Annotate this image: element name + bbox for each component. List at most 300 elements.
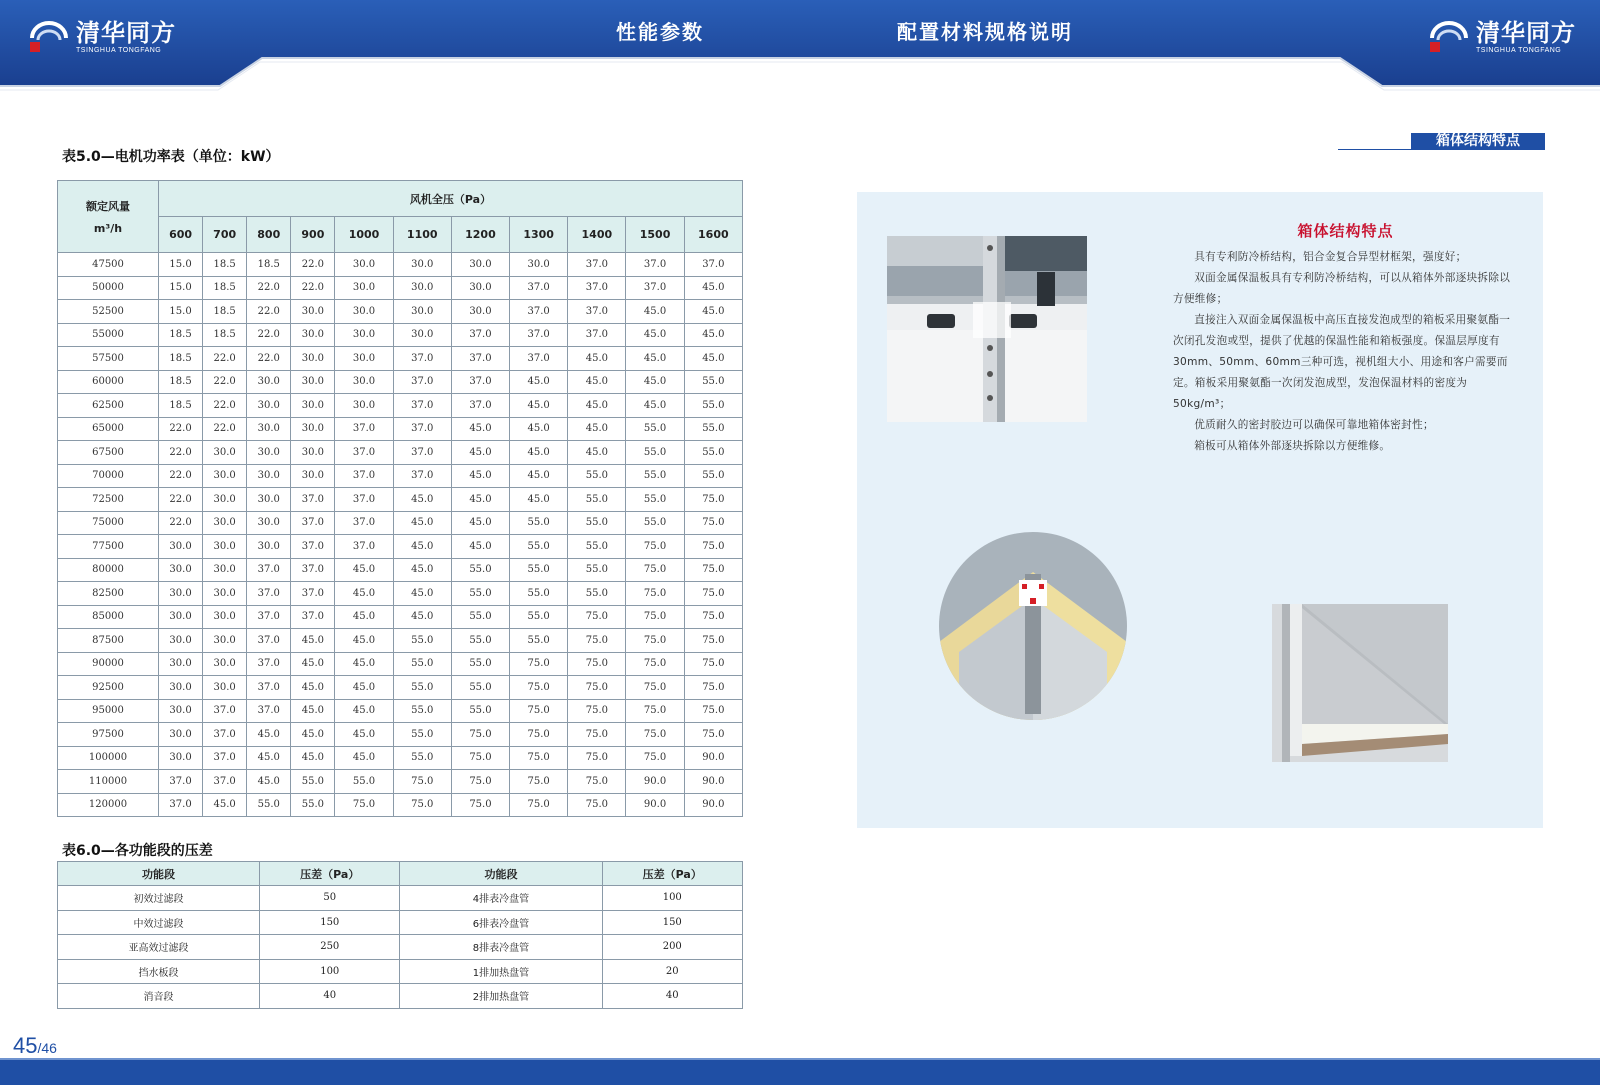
power-value-cell: 30.0 [335,323,393,347]
flow-value-cell: 72500 [58,488,159,512]
power-value-cell: 45.0 [291,723,335,747]
flow-value-cell: 90000 [58,652,159,676]
pressure-column-header: 600 [159,217,203,253]
power-value-cell: 37.0 [291,488,335,512]
section-tag-label: 箱体结构特点 [1411,133,1545,150]
flow-value-cell: 60000 [58,370,159,394]
pressure-difference-table [57,861,743,1009]
flow-value-cell: 120000 [58,793,159,817]
power-value-cell: 30.0 [203,676,247,700]
flow-value-cell: 85000 [58,605,159,629]
power-value-cell: 45.0 [335,723,393,747]
power-value-cell: 30.0 [291,441,335,465]
power-value-cell: 30.0 [159,676,203,700]
table-row [58,746,743,770]
power-value-cell: 37.0 [393,370,451,394]
power-value-cell: 30.0 [247,511,291,535]
power-value-cell: 75.0 [568,652,626,676]
power-value-cell: 30.0 [203,582,247,606]
power-value-cell: 30.0 [159,605,203,629]
power-value-cell: 55.0 [451,582,509,606]
power-value-cell: 45.0 [335,699,393,723]
pressure-value-cell: 40 [260,984,400,1009]
power-value-cell: 45.0 [335,652,393,676]
power-value-cell: 30.0 [247,464,291,488]
power-value-cell: 30.0 [159,652,203,676]
power-value-cell: 75.0 [684,605,742,629]
section-name-cell: 亚高效过滤段 [58,935,260,960]
logo-text-en: TSINGHUA TONGFANG [76,46,162,54]
page-number [13,1033,57,1059]
logo-text-cn: 清华同方 [1476,18,1576,47]
flow-value-cell: 52500 [58,300,159,324]
power-value-cell: 55.0 [568,535,626,559]
feature-paragraph: 直接注入双面金属保温板中高压直接发泡成型的箱板采用聚氨酯一次闭孔发泡或型，提供了优越的保温性能和箱板强度。保温层厚度有30mm、50mm、60mm三种可选，视机组大小、用途和客户需要而定。箱板采用聚氨酯一次闭发泡成型，发泡保温材料的密度为50kg/m³； [1173,314,1511,410]
power-value-cell: 75.0 [684,652,742,676]
power-value-cell: 30.0 [203,464,247,488]
flow-value-cell: 70000 [58,464,159,488]
pressure-column-header: 1600 [684,217,742,253]
section-name-cell: 初效过滤段 [58,886,260,911]
power-value-cell: 22.0 [247,347,291,371]
power-value-cell: 75.0 [684,511,742,535]
power-value-cell: 55.0 [568,488,626,512]
pressure-value-cell: 200 [602,935,743,960]
pressure-value-cell: 40 [602,984,743,1009]
section-name-cell: 消音段 [58,984,260,1009]
power-value-cell: 55.0 [684,370,742,394]
table-row [58,488,743,512]
power-value-cell: 18.5 [203,323,247,347]
power-value-cell: 55.0 [568,558,626,582]
power-value-cell: 30.0 [291,370,335,394]
pressure-value-cell: 150 [602,910,743,935]
logo-mark-icon [1428,18,1472,56]
power-value-cell: 37.0 [247,652,291,676]
power-value-cell: 37.0 [451,370,509,394]
power-value-cell: 37.0 [626,253,684,277]
flow-header [58,181,159,253]
power-value-cell: 75.0 [568,676,626,700]
pressure-value-cell: 20 [602,959,743,984]
power-value-cell: 45.0 [247,746,291,770]
power-value-cell: 55.0 [510,629,568,653]
pressure-column-header: 700 [203,217,247,253]
power-value-cell: 37.0 [159,770,203,794]
section-name-cell: 中效过滤段 [58,910,260,935]
table-row [58,793,743,817]
table-row [58,558,743,582]
power-value-cell: 37.0 [393,464,451,488]
power-value-cell: 45.0 [626,370,684,394]
power-value-cell: 75.0 [626,676,684,700]
table-row [58,323,743,347]
power-value-cell: 45.0 [291,629,335,653]
power-value-cell: 55.0 [510,511,568,535]
table-row [58,723,743,747]
power-value-cell: 30.0 [203,652,247,676]
table-row [58,935,743,960]
power-value-cell: 30.0 [247,417,291,441]
table-row [58,886,743,911]
logo-mark-icon [28,18,72,56]
power-value-cell: 37.0 [247,629,291,653]
feature-paragraph: 具有专利防冷桥结构，铝合金复合异型材框架，强度好； [1194,251,1467,263]
table-row [58,699,743,723]
power-value-cell: 22.0 [159,441,203,465]
pressure-column-header: 800 [247,217,291,253]
power-value-cell: 75.0 [335,793,393,817]
power-value-cell: 30.0 [393,300,451,324]
power-value-cell: 22.0 [203,417,247,441]
flow-value-cell: 110000 [58,770,159,794]
power-value-cell: 75.0 [626,746,684,770]
power-value-cell: 45.0 [626,323,684,347]
power-value-cell: 45.0 [393,558,451,582]
power-value-cell: 45.0 [393,488,451,512]
power-value-cell: 37.0 [335,417,393,441]
flow-value-cell: 57500 [58,347,159,371]
power-value-cell: 30.0 [335,394,393,418]
power-value-cell: 30.0 [291,323,335,347]
section-name-cell: 2排加热盘管 [400,984,602,1009]
power-value-cell: 18.5 [203,253,247,277]
table-row [58,984,743,1009]
footer-bar [0,1058,1600,1085]
power-value-cell: 18.5 [159,394,203,418]
power-value-cell: 55.0 [626,417,684,441]
power-value-cell: 30.0 [159,629,203,653]
power-value-cell: 90.0 [684,793,742,817]
power-value-cell: 37.0 [203,770,247,794]
company-logo-right [1428,18,1576,56]
power-value-cell: 30.0 [247,488,291,512]
nav-materials: 配置材料规格说明 [897,20,1073,44]
power-value-cell: 18.5 [159,323,203,347]
section-name-cell: 4排表冷盘管 [400,886,602,911]
power-value-cell: 18.5 [247,253,291,277]
power-value-cell: 30.0 [393,253,451,277]
power-value-cell: 75.0 [451,793,509,817]
pressure-column-header: 1300 [510,217,568,253]
power-value-cell: 75.0 [393,770,451,794]
power-value-cell: 15.0 [159,276,203,300]
power-value-cell: 30.0 [203,511,247,535]
flow-value-cell: 100000 [58,746,159,770]
power-value-cell: 30.0 [393,276,451,300]
power-value-cell: 55.0 [626,441,684,465]
power-value-cell: 55.0 [451,629,509,653]
power-value-cell: 55.0 [626,488,684,512]
power-value-cell: 45.0 [393,605,451,629]
table-row [58,276,743,300]
power-value-cell: 30.0 [451,253,509,277]
power-value-cell: 37.0 [568,323,626,347]
power-value-cell: 30.0 [159,746,203,770]
pressure-column-header: 1100 [393,217,451,253]
section-name-cell: 1排加热盘管 [400,959,602,984]
power-value-cell: 37.0 [291,535,335,559]
power-value-cell: 45.0 [568,370,626,394]
power-value-cell: 45.0 [335,746,393,770]
power-value-cell: 55.0 [393,629,451,653]
power-value-cell: 55.0 [451,605,509,629]
power-value-cell: 55.0 [684,394,742,418]
power-value-cell: 15.0 [159,253,203,277]
power-value-cell: 75.0 [568,723,626,747]
power-value-cell: 45.0 [393,535,451,559]
power-value-cell: 45.0 [451,464,509,488]
power-value-cell: 45.0 [451,417,509,441]
power-value-cell: 45.0 [510,394,568,418]
table-row [58,652,743,676]
power-value-cell: 75.0 [684,629,742,653]
power-value-cell: 45.0 [451,441,509,465]
table-row [58,582,743,606]
power-value-cell: 30.0 [335,347,393,371]
power-value-cell: 75.0 [626,582,684,606]
power-value-cell: 45.0 [626,394,684,418]
pressure-value-cell: 100 [260,959,400,984]
power-value-cell: 30.0 [291,394,335,418]
power-value-cell: 75.0 [684,558,742,582]
power-value-cell: 55.0 [568,464,626,488]
power-value-cell: 37.0 [159,793,203,817]
power-value-cell: 45.0 [510,464,568,488]
power-value-cell: 30.0 [203,488,247,512]
power-value-cell: 45.0 [247,770,291,794]
pressure-table-body [58,886,743,1009]
power-value-cell: 75.0 [684,699,742,723]
power-value-cell: 45.0 [291,676,335,700]
power-value-cell: 75.0 [451,770,509,794]
power-value-cell: 37.0 [203,723,247,747]
pressure-header: 风机全压（Pa） [159,181,743,217]
power-value-cell: 45.0 [626,300,684,324]
column-header: 功能段 [58,862,260,886]
power-value-cell: 75.0 [510,676,568,700]
column-header: 功能段 [400,862,602,886]
power-value-cell: 37.0 [451,394,509,418]
power-value-cell: 55.0 [451,699,509,723]
power-value-cell: 37.0 [247,699,291,723]
power-value-cell: 37.0 [335,441,393,465]
power-value-cell: 90.0 [684,770,742,794]
table-row [58,535,743,559]
power-value-cell: 45.0 [568,347,626,371]
power-value-cell: 75.0 [568,699,626,723]
pressure-column-header: 900 [291,217,335,253]
power-value-cell: 37.0 [626,276,684,300]
power-value-cell: 45.0 [335,558,393,582]
power-value-cell: 37.0 [684,253,742,277]
power-value-cell: 45.0 [451,511,509,535]
flow-value-cell: 50000 [58,276,159,300]
power-value-cell: 22.0 [247,276,291,300]
power-value-cell: 37.0 [335,464,393,488]
power-value-cell: 37.0 [247,558,291,582]
power-value-cell: 45.0 [626,347,684,371]
power-value-cell: 75.0 [510,746,568,770]
power-value-cell: 30.0 [291,417,335,441]
power-value-cell: 22.0 [247,300,291,324]
table-row [58,347,743,371]
power-value-cell: 45.0 [684,323,742,347]
flow-value-cell: 67500 [58,441,159,465]
header-banner [0,0,1600,92]
power-value-cell: 55.0 [568,511,626,535]
power-value-cell: 75.0 [626,652,684,676]
power-value-cell: 15.0 [159,300,203,324]
pressure-value-cell: 150 [260,910,400,935]
table-row [58,676,743,700]
power-value-cell: 55.0 [393,699,451,723]
power-value-cell: 75.0 [568,746,626,770]
power-value-cell: 22.0 [203,370,247,394]
table-row [58,464,743,488]
power-value-cell: 30.0 [451,300,509,324]
power-value-cell: 55.0 [626,511,684,535]
power-value-cell: 22.0 [159,417,203,441]
power-value-cell: 90.0 [626,770,684,794]
power-value-cell: 75.0 [510,723,568,747]
power-value-cell: 37.0 [291,558,335,582]
power-value-cell: 37.0 [393,347,451,371]
flow-value-cell: 80000 [58,558,159,582]
power-value-cell: 55.0 [291,770,335,794]
motor-table-body [58,253,743,817]
power-value-cell: 22.0 [291,253,335,277]
power-value-cell: 37.0 [510,276,568,300]
power-value-cell: 75.0 [684,582,742,606]
motor-table-title: 表5.0—电机功率表（单位：kW） [62,149,280,165]
power-value-cell: 45.0 [684,300,742,324]
company-logo [28,18,176,56]
power-value-cell: 30.0 [247,441,291,465]
power-value-cell: 55.0 [510,558,568,582]
power-value-cell: 45.0 [203,793,247,817]
power-value-cell: 55.0 [247,793,291,817]
power-value-cell: 75.0 [451,746,509,770]
power-value-cell: 45.0 [393,511,451,535]
power-value-cell: 30.0 [159,699,203,723]
power-value-cell: 75.0 [568,793,626,817]
power-value-cell: 55.0 [684,464,742,488]
power-value-cell: 37.0 [510,300,568,324]
power-value-cell: 55.0 [291,793,335,817]
power-value-cell: 45.0 [247,723,291,747]
pressure-value-cell: 250 [260,935,400,960]
power-value-cell: 18.5 [203,300,247,324]
feature-paragraph: 双面金属保温板具有专利防冷桥结构，可以从箱体外部逐块拆除以方便维修； [1173,272,1511,305]
table-row [58,417,743,441]
nav-performance: 性能参数 [616,20,704,44]
table-row [58,511,743,535]
power-value-cell: 55.0 [451,558,509,582]
power-value-cell: 75.0 [684,488,742,512]
power-value-cell: 75.0 [626,699,684,723]
flow-value-cell: 65000 [58,417,159,441]
power-value-cell: 37.0 [203,746,247,770]
power-value-cell: 55.0 [451,676,509,700]
table-row [58,629,743,653]
flow-value-cell: 97500 [58,723,159,747]
power-value-cell: 45.0 [291,652,335,676]
power-value-cell: 75.0 [393,793,451,817]
table-row [58,300,743,324]
power-value-cell: 90.0 [684,746,742,770]
power-value-cell: 75.0 [626,535,684,559]
power-value-cell: 55.0 [626,464,684,488]
table-row [58,253,743,277]
power-value-cell: 37.0 [510,347,568,371]
logo-text-cn: 清华同方 [76,18,176,47]
feature-heading: 箱体结构特点 [1297,222,1394,240]
frame-corner-photo [887,236,1087,422]
power-value-cell: 37.0 [335,511,393,535]
power-value-cell: 45.0 [568,417,626,441]
pressure-column-header: 1400 [568,217,626,253]
power-value-cell: 30.0 [203,441,247,465]
feature-paragraph: 箱板可从箱体外部逐块拆除以方便维修。 [1194,440,1391,452]
power-value-cell: 75.0 [684,676,742,700]
flow-header-unit: m³/h [93,222,123,235]
power-value-cell: 45.0 [510,417,568,441]
power-value-cell: 75.0 [626,605,684,629]
power-value-cell: 45.0 [335,582,393,606]
power-value-cell: 45.0 [451,488,509,512]
page-total: /46 [37,1040,57,1056]
power-value-cell: 37.0 [335,535,393,559]
power-value-cell: 55.0 [393,676,451,700]
section-name-cell: 8排表冷盘管 [400,935,602,960]
power-value-cell: 30.0 [203,629,247,653]
power-value-cell: 55.0 [684,441,742,465]
table-row [58,394,743,418]
table-row [58,770,743,794]
power-value-cell: 75.0 [684,535,742,559]
section-name-cell: 6排表冷盘管 [400,910,602,935]
power-value-cell: 75.0 [568,629,626,653]
power-value-cell: 22.0 [247,323,291,347]
power-value-cell: 37.0 [291,582,335,606]
section-tag [1338,133,1545,151]
power-value-cell: 30.0 [203,558,247,582]
table-row [58,370,743,394]
power-value-cell: 18.5 [159,370,203,394]
power-value-cell: 75.0 [568,770,626,794]
power-value-cell: 30.0 [247,394,291,418]
pressure-value-cell: 50 [260,886,400,911]
power-value-cell: 30.0 [291,347,335,371]
power-value-cell: 18.5 [203,276,247,300]
power-value-cell: 45.0 [291,699,335,723]
pressure-column-header: 1200 [451,217,509,253]
logo-text-en: TSINGHUA TONGFANG [1476,46,1562,54]
power-value-cell: 45.0 [291,746,335,770]
power-value-cell: 37.0 [451,323,509,347]
power-value-cell: 45.0 [568,394,626,418]
pressure-value-cell: 100 [602,886,743,911]
page-current: 45 [13,1033,38,1058]
power-value-cell: 37.0 [393,417,451,441]
power-value-cell: 22.0 [159,464,203,488]
flow-value-cell: 75000 [58,511,159,535]
power-value-cell: 30.0 [451,276,509,300]
power-value-cell: 55.0 [451,652,509,676]
power-value-cell: 30.0 [335,300,393,324]
power-value-cell: 37.0 [291,511,335,535]
